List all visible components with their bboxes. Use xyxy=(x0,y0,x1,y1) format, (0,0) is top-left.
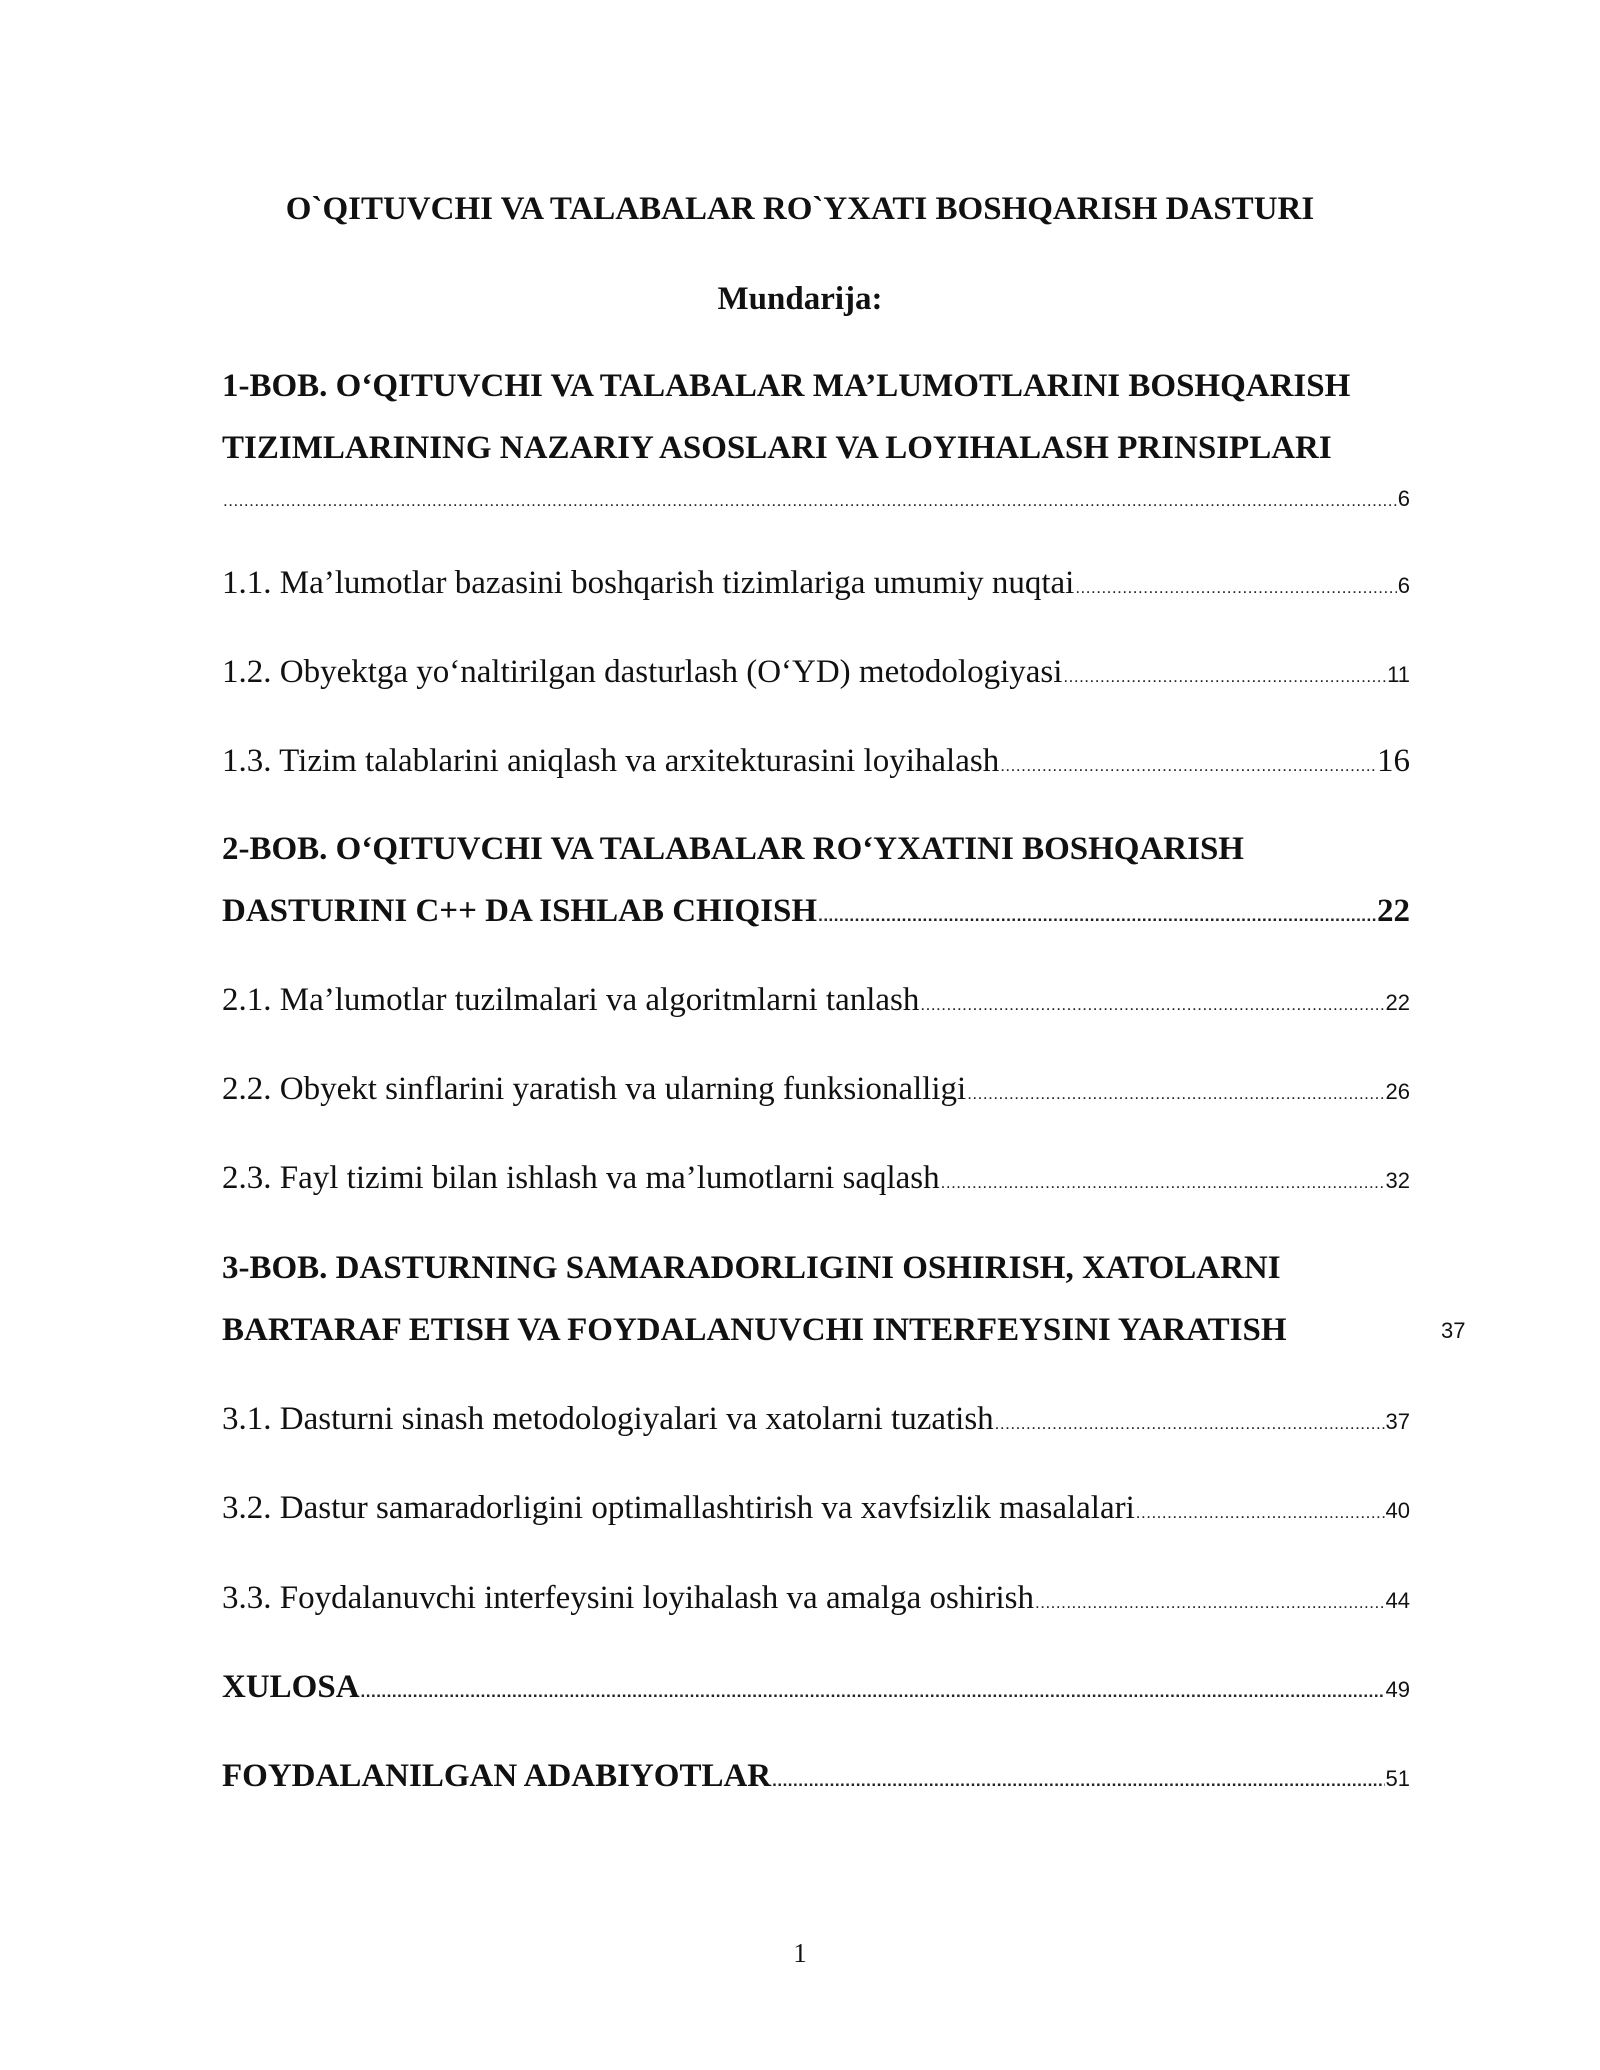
toc-entry-text: FOYDALANILGAN ADABIYOTLAR xyxy=(222,1758,772,1794)
leader-dots xyxy=(223,491,1397,511)
toc-section-2-2[interactable] xyxy=(222,1069,1410,1114)
toc-entry-text: XULOSA xyxy=(222,1669,360,1705)
toc-section-2-3[interactable] xyxy=(222,1158,1410,1203)
leader-dots xyxy=(941,1163,1385,1203)
toc-chapter-1-line-2[interactable]: TIZIMLARINING NAZARIY ASOSLARI VA LOYIHALASH PRINSIPLARI xyxy=(222,430,1332,466)
toc-chapter-2-line-1[interactable]: 2-BOB. O‘QITUVCHI VA TALABALAR RO‘YXATINI BOSHQARISH xyxy=(222,831,1244,867)
toc-page-number: 37 xyxy=(1385,1409,1410,1434)
toc-page-number: 22 xyxy=(1385,990,1410,1015)
toc-page-number: 51 xyxy=(1385,1766,1410,1791)
toc-page-number: 40 xyxy=(1385,1498,1410,1523)
toc-page-number: 32 xyxy=(1385,1168,1410,1193)
toc-section-1-1[interactable] xyxy=(222,563,1410,608)
toc-chapter-3-line-2[interactable]: BARTARAF ETISH VA FOYDALANUVCHI INTERFEYSINI YARATISH xyxy=(222,1312,1287,1348)
document-title: O`QITUVCHI VA TALABALAR RO`YXATI BOSHQARISH DASTURI xyxy=(285,191,1315,227)
toc-page-number: 6 xyxy=(1397,486,1410,511)
toc-page-number: 22 xyxy=(1377,893,1410,929)
toc-section-3-3[interactable] xyxy=(222,1578,1410,1623)
toc-references[interactable] xyxy=(222,1756,1410,1801)
leader-dots xyxy=(995,1404,1385,1444)
toc-chapter-2-line-2[interactable] xyxy=(222,891,1410,936)
leader-dots xyxy=(818,896,1376,936)
toc-section-1-3[interactable] xyxy=(222,741,1410,786)
toc-entry-text: 1.3. Tizim talablarini aniqlash va arxitekturasini loyihalash xyxy=(222,743,1000,779)
toc-section-1-2[interactable] xyxy=(222,652,1410,697)
toc-entry-text: 1.1. Ma’lumotlar bazasini boshqarish tizimlariga umumiy nuqtai xyxy=(222,565,1075,601)
toc-chapter-1-leader[interactable] xyxy=(222,486,1410,512)
leader-dots xyxy=(1000,746,1376,786)
toc-entry-text: 2.2. Obyekt sinflarini yaratish va ularning funksionalligi xyxy=(222,1071,967,1107)
toc-page-number: 37 xyxy=(1441,1318,1466,1343)
leader-dots xyxy=(772,1761,1384,1801)
toc-section-3-2[interactable] xyxy=(222,1488,1410,1533)
leader-dots xyxy=(361,1672,1385,1712)
toc-entry-text: 2.1. Ma’lumotlar tuzilmalari va algoritmlarni tanlash xyxy=(222,982,920,1018)
toc-heading: Mundarija: xyxy=(717,281,883,317)
toc-page-number: 11 xyxy=(1387,662,1410,687)
toc-section-3-1[interactable] xyxy=(222,1399,1410,1444)
toc-page-number: 44 xyxy=(1385,1588,1410,1613)
toc-chapter-3-line-1[interactable]: 3-BOB. DASTURNING SAMARADORLIGINI OSHIRISH, XATOLARNI xyxy=(222,1250,1281,1286)
toc-conclusion[interactable] xyxy=(222,1667,1410,1712)
toc-page-number: 49 xyxy=(1385,1677,1410,1702)
leader-dots xyxy=(1035,1583,1385,1623)
toc-page-number: 26 xyxy=(1385,1079,1410,1104)
toc-entry-text: 1.2. Obyektga yo‘naltirilgan dasturlash (O‘YD) metodologiyasi xyxy=(222,654,1063,690)
leader-dots xyxy=(1136,1493,1385,1533)
toc-entry-text: 3.1. Dasturni sinash metodologiyalari va xatolarni tuzatish xyxy=(222,1401,994,1437)
toc-page-number: 16 xyxy=(1377,743,1410,779)
toc-entry-text: 3.3. Foydalanuvchi interfeysini loyihalash va amalga oshirish xyxy=(222,1580,1034,1616)
leader-dots xyxy=(920,985,1384,1025)
page-number: 1 xyxy=(793,1938,807,1968)
toc-entry-text: 2.3. Fayl tizimi bilan ishlash va ma’lumotlarni saqlash xyxy=(222,1160,940,1196)
toc-entry-text: 3.2. Dastur samaradorligini optimallashtirish va xavfsizlik masalalari xyxy=(222,1490,1135,1526)
toc-entry-text: DASTURINI C++ DA ISHLAB CHIQISH xyxy=(222,893,818,929)
leader-dots xyxy=(967,1074,1384,1114)
toc-chapter-1-line-1[interactable]: 1-BOB. O‘QITUVCHI VA TALABALAR MA’LUMOTLARINI BOSHQARISH xyxy=(222,368,1351,404)
toc-section-2-1[interactable] xyxy=(222,980,1410,1025)
leader-dots xyxy=(1075,568,1396,608)
toc-page-number: 6 xyxy=(1397,573,1410,598)
leader-dots xyxy=(1063,657,1386,697)
